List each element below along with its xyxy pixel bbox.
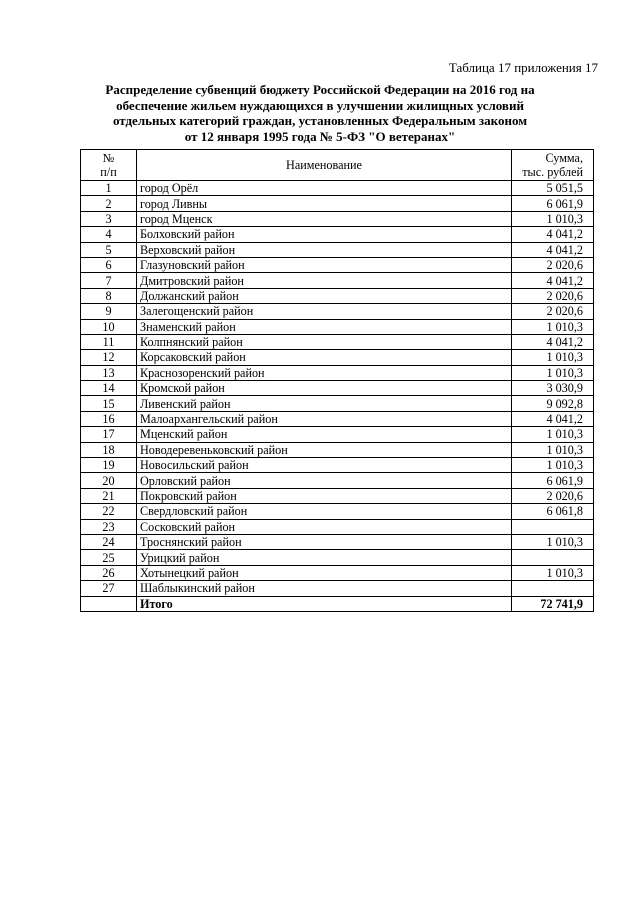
row-sum: 4 041,2 [512, 334, 594, 349]
total-sum: 72 741,9 [512, 596, 594, 611]
header-text: тыс. рублей [522, 165, 583, 179]
row-number: 11 [81, 334, 137, 349]
row-name: Корсаковский район [137, 350, 512, 365]
row-sum: 4 041,2 [512, 273, 594, 288]
row-sum: 1 010,3 [512, 565, 594, 580]
table-row [81, 350, 594, 365]
row-name: Новосильский район [137, 458, 512, 473]
header-text: п/п [100, 165, 117, 179]
table-row [81, 504, 594, 519]
row-sum: 1 010,3 [512, 319, 594, 334]
row-number: 21 [81, 488, 137, 503]
row-name: Покровский район [137, 488, 512, 503]
table-row [81, 288, 594, 303]
row-sum: 1 010,3 [512, 211, 594, 226]
row-sum: 9 092,8 [512, 396, 594, 411]
row-sum [512, 550, 594, 565]
row-sum: 2 020,6 [512, 304, 594, 319]
row-sum: 4 041,2 [512, 227, 594, 242]
table-row [81, 273, 594, 288]
row-number: 1 [81, 181, 137, 196]
row-sum: 1 010,3 [512, 534, 594, 549]
row-name: Свердловский район [137, 504, 512, 519]
row-number: 24 [81, 534, 137, 549]
row-name: Ливенский район [137, 396, 512, 411]
table-row [81, 334, 594, 349]
table-row [81, 519, 594, 534]
header-text: № [102, 151, 115, 165]
row-sum: 2 020,6 [512, 257, 594, 272]
row-name: Знаменский район [137, 319, 512, 334]
row-name: город Ливны [137, 196, 512, 211]
row-sum: 1 010,3 [512, 365, 594, 380]
table-row [81, 381, 594, 396]
row-number: 6 [81, 257, 137, 272]
table-row [81, 534, 594, 549]
row-sum: 1 010,3 [512, 427, 594, 442]
row-number: 8 [81, 288, 137, 303]
row-name: Дмитровский район [137, 273, 512, 288]
table-row [81, 427, 594, 442]
row-name: Сосковский район [137, 519, 512, 534]
title-line: отдельных категорий граждан, установленных Федеральным законом [112, 113, 528, 128]
column-header-name: Наименование [137, 150, 512, 181]
table-row [81, 365, 594, 380]
row-name: Шаблыкинский район [137, 581, 512, 596]
row-sum: 1 010,3 [512, 442, 594, 457]
row-number: 2 [81, 196, 137, 211]
row-sum: 6 061,9 [512, 473, 594, 488]
row-number: 20 [81, 473, 137, 488]
row-number: 26 [81, 565, 137, 580]
table-row [81, 458, 594, 473]
row-sum: 2 020,6 [512, 288, 594, 303]
row-name: Залегощенский район [137, 304, 512, 319]
row-sum: 1 010,3 [512, 350, 594, 365]
row-name: город Мценск [137, 211, 512, 226]
row-sum: 2 020,6 [512, 488, 594, 503]
table-row [81, 550, 594, 565]
title-line: Распределение субвенций бюджету Российской Федерации на 2016 год на [105, 82, 535, 97]
row-name: Урицкий район [137, 550, 512, 565]
row-number: 23 [81, 519, 137, 534]
appendix-reference: Таблица 17 приложения 17 [448, 60, 598, 75]
row-name: Малоархангельский район [137, 411, 512, 426]
row-name: Кромской район [137, 381, 512, 396]
column-header-sum [512, 150, 594, 181]
row-name: Краснозоренский район [137, 365, 512, 380]
row-name: Мценский район [137, 427, 512, 442]
row-name: Орловский район [137, 473, 512, 488]
title-line: обеспечение жильем нуждающихся в улучшении жилищных условий [116, 97, 524, 113]
row-number: 4 [81, 227, 137, 242]
row-number: 15 [81, 396, 137, 411]
row-name: Троснянский район [137, 534, 512, 549]
table-header-row [81, 150, 594, 181]
row-number: 16 [81, 411, 137, 426]
table-row [81, 211, 594, 226]
row-name: Хотынецкий район [137, 565, 512, 580]
row-number: 3 [81, 211, 137, 226]
row-sum: 1 010,3 [512, 458, 594, 473]
row-sum: 4 041,2 [512, 242, 594, 257]
row-sum [512, 581, 594, 596]
row-number: 13 [81, 365, 137, 380]
row-number: 18 [81, 442, 137, 457]
row-number: 17 [81, 427, 137, 442]
table-row [81, 196, 594, 211]
row-name: Верховский район [137, 242, 512, 257]
row-number: 10 [81, 319, 137, 334]
row-sum: 5 051,5 [512, 181, 594, 196]
row-number: 12 [81, 350, 137, 365]
table-row [81, 257, 594, 272]
total-row [81, 596, 594, 611]
table-row [81, 242, 594, 257]
row-name: Новодеревеньковский район [137, 442, 512, 457]
row-sum: 3 030,9 [512, 381, 594, 396]
table-row [81, 396, 594, 411]
row-number: 25 [81, 550, 137, 565]
row-sum [512, 519, 594, 534]
row-number: 19 [81, 458, 137, 473]
document-title [60, 82, 580, 144]
title-line: от 12 января 1995 года № 5-ФЗ "О ветеранах" [184, 128, 456, 144]
row-number: 22 [81, 504, 137, 519]
total-label: Итого [137, 596, 512, 611]
row-number: 5 [81, 242, 137, 257]
table-row [81, 304, 594, 319]
row-name: Болховский район [137, 227, 512, 242]
row-name: Колпнянский район [137, 334, 512, 349]
table-row [81, 442, 594, 457]
header-text: Сумма, [545, 151, 583, 165]
table-row [81, 411, 594, 426]
row-number: 14 [81, 381, 137, 396]
total-number-cell [81, 596, 137, 611]
table-row [81, 181, 594, 196]
table-row [81, 565, 594, 580]
row-number: 9 [81, 304, 137, 319]
row-sum: 4 041,2 [512, 411, 594, 426]
table-row [81, 319, 594, 334]
row-number: 7 [81, 273, 137, 288]
table-row [81, 227, 594, 242]
table-row [81, 473, 594, 488]
column-header-number [81, 150, 137, 181]
subsidy-table [80, 149, 594, 612]
table-row [81, 581, 594, 596]
table-row [81, 488, 594, 503]
row-name: Должанский район [137, 288, 512, 303]
row-name: Глазуновский район [137, 257, 512, 272]
row-sum: 6 061,9 [512, 196, 594, 211]
row-name: город Орёл [137, 181, 512, 196]
row-sum: 6 061,8 [512, 504, 594, 519]
row-number: 27 [81, 581, 137, 596]
